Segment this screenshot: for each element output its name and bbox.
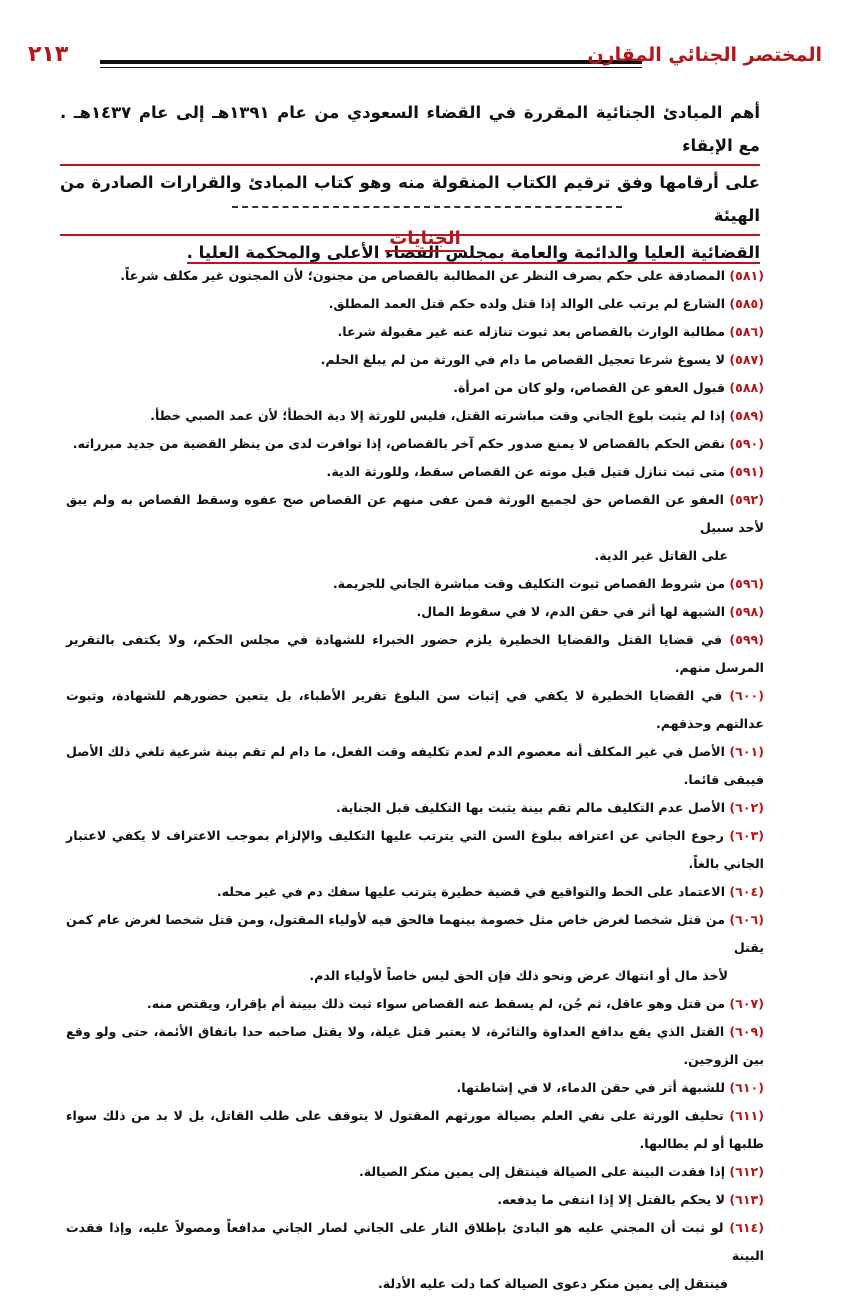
header-rule-thin	[100, 67, 642, 68]
principle-item	[66, 1018, 764, 1074]
principle-text: من شروط القصاص ثبوت التكليف وقت مباشرة الجاني للجريمة.	[332, 576, 726, 591]
principle-number: (٦٠٠)	[729, 688, 764, 703]
principle-number: (٦٠٦)	[729, 912, 764, 927]
principle-item	[66, 486, 764, 570]
principles-list	[66, 262, 764, 1298]
principle-text: الأصل في غير المكلف أنه معصوم الدم لعدم تكليفه وقت الفعل، ما دام لم تقم بينة شرعية تلغي ذلك الأصل فيبقى قائما.	[66, 744, 764, 787]
principle-number: (٦١٢)	[729, 1164, 764, 1179]
principle-text: متى ثبت تنازل قتيل قبل موته عن القصاص سقط، وللورثة الدية.	[326, 464, 726, 479]
principle-item	[66, 290, 764, 318]
principle-number: (٥٩٠)	[729, 436, 764, 451]
section-heading-text: الجنايات	[385, 228, 465, 252]
principle-number: (٦٠٩)	[729, 1024, 764, 1039]
principle-number: (٥٩٩)	[729, 632, 765, 647]
principle-text: القتل الذي يقع بدافع العداوة والثائرة، لا يعتبر قتل غيلة، ولا يقتل صاحبه حدا باتفاق الأئمة، حتى ولو وقع بين الزوجين.	[66, 1024, 764, 1067]
principle-item	[66, 794, 764, 822]
principle-number: (٥٨٧)	[729, 352, 764, 367]
principle-number: (٦١١)	[729, 1108, 764, 1123]
principle-text-continuation: على القاتل غير الدية.	[594, 548, 728, 563]
principle-text: العفو عن القصاص حق لجميع الورثة فمن عفى منهم عن القصاص صح عفوه وسقط القصاص به ولم يبق لأحد سبيل	[66, 492, 764, 535]
principle-text: إذا فقدت البينة على الصيالة فينتقل إلى يمين منكر الصيالة.	[358, 1164, 726, 1179]
principle-number: (٦٠٣)	[729, 828, 765, 843]
principle-item	[66, 682, 764, 738]
principle-item	[66, 430, 764, 458]
principle-text: تحليف الورثة على نفي العلم بصيالة مورثهم المقتول لا يتوقف على طلب القاتل، بل لا بد من ذلك سواء طلبها أو لم يطالبها.	[66, 1108, 764, 1151]
principle-item	[66, 1186, 764, 1214]
principle-item	[66, 906, 764, 990]
principle-item	[66, 626, 764, 682]
principle-text: في القضايا الخطيرة لا يكفي في إثبات سن البلوغ تقرير الأطباء، بل يتعين حضورهم للشهادة، وثبوت عدالتهم وحذقهم.	[66, 688, 764, 731]
principle-text-continuation: لأخذ مال أو انتهاك عرض ونحو ذلك فإن الحق ليس خاصاً لأولياء الدم.	[309, 968, 728, 983]
page-header	[28, 42, 822, 78]
intro-line: على أرقامها وفق ترقيم الكتاب المنقولة منه وهو كتاب المبادئ والقرارات الصادرة من الهيئة	[60, 166, 760, 236]
principle-item	[66, 346, 764, 374]
principle-text: إذا لم يثبت بلوغ الجاني وقت مباشرته القتل، فليس للورثة إلا دية الخطأ؛ لأن عمد الصبي خطأ.	[150, 408, 726, 423]
principle-text: رجوع الجاني عن اعترافه ببلوغ السن التي يترتب عليها التكليف والإلزام بموجب الاعتراف لا يكفي لاعتبار الجاني بالغاً.	[66, 828, 764, 871]
intro-line-text: القضائية العليا والدائمة والعامة بمجلس القضاء الأعلى والمحكمة العليا .	[186, 243, 760, 262]
principle-item	[66, 738, 764, 794]
principle-item	[66, 262, 764, 290]
principle-number: (٦١٠)	[729, 1080, 764, 1095]
principle-item	[66, 990, 764, 1018]
dashed-divider	[232, 206, 622, 208]
principle-item	[66, 374, 764, 402]
principle-item	[66, 402, 764, 430]
principle-text: المصادقة على حكم بصرف النظر عن المطالبة بالقصاص من مجنون؛ لأن المجنون غير مكلف شرعاً.	[120, 268, 726, 283]
principle-number: (٥٩١)	[729, 464, 764, 479]
principle-text: الشبهة لها أثر في حقن الدم، لا في سقوط المال.	[416, 604, 726, 619]
principle-text: الشارع لم يرتب على الوالد إذا قتل ولده حكم قتل العمد المطلق.	[328, 296, 726, 311]
principle-number: (٥٨٥)	[729, 296, 764, 311]
principle-number: (٦٠٤)	[729, 884, 764, 899]
principle-number: (٥٨٩)	[729, 408, 764, 423]
principle-number: (٥٩٨)	[729, 604, 764, 619]
principle-number: (٥٨٦)	[729, 324, 764, 339]
principle-text: للشبهة أثر في حقن الدماء، لا في إشاطتها.	[456, 1080, 726, 1095]
principle-text: مطالبة الوارث بالقصاص بعد ثبوت تنازله عنه غير مقبولة شرعا.	[337, 324, 726, 339]
principle-number: (٦٠١)	[729, 744, 764, 759]
page-number: ٢١٣	[28, 42, 69, 67]
principle-text: الاعتماد على الخط والتواقيع في قضية خطيرة يترتب عليها سفك دم في غير محله.	[216, 884, 726, 899]
principle-number: (٥٩٢)	[729, 492, 764, 507]
section-heading	[0, 228, 850, 249]
principle-item	[66, 598, 764, 626]
principle-number: (٦١٣)	[729, 1192, 764, 1207]
principle-item	[66, 1074, 764, 1102]
principle-number: (٥٨١)	[729, 268, 764, 283]
principle-item	[66, 458, 764, 486]
principle-text: من قتل وهو عاقل، ثم جُن، لم يسقط عنه القصاص سواء ثبت ذلك ببينة أم بإقرار، ويقتص منه.	[146, 996, 726, 1011]
principle-text: لا يسوغ شرعا تعجيل القصاص ما دام في الورثة من لم يبلغ الحلم.	[320, 352, 726, 367]
principle-item	[66, 1214, 764, 1298]
principle-number: (٦٠٧)	[729, 996, 764, 1011]
principle-item	[66, 1158, 764, 1186]
principle-item	[66, 318, 764, 346]
principle-text: قبول العفو عن القصاص، ولو كان من امرأة.	[453, 380, 726, 395]
principle-item	[66, 1102, 764, 1158]
principle-number: (٥٨٨)	[729, 380, 764, 395]
principle-item	[66, 822, 764, 878]
principle-text: في قضايا القتل والقضايا الخطيرة يلزم حضور الخبراء للشهادة في مجلس الحكم، ولا يكتفى بالتقرير المرسل منهم.	[66, 632, 764, 675]
intro-line: أهم المبادئ الجنائية المقررة في القضاء السعودي من عام ١٣٩١هـ إلى عام ١٤٣٧هـ . مع الإبقاء	[60, 96, 760, 166]
principle-number: (٥٩٦)	[729, 576, 764, 591]
principle-number: (٦٠٢)	[729, 800, 764, 815]
principle-text: لا يحكم بالقتل إلا إذا انتفى ما يدفعه.	[497, 1192, 726, 1207]
header-rule	[100, 60, 642, 64]
principle-text-continuation: فينتقل إلى يمين منكر دعوى الصيالة كما دلت عليه الأدلة.	[377, 1276, 728, 1291]
principle-item	[66, 878, 764, 906]
book-title: المختصر الجنائي المقارن	[587, 44, 822, 66]
principle-text: الأصل عدم التكليف مالم تقم بينة يثبت بها التكليف قبل الجناية.	[336, 800, 726, 815]
principle-text: من قتل شخصا لغرض خاص مثل خصومة بينهما فالحق فيه لأولياء المقتول، ومن قتل شخصا لغرض عام كمن يقتل	[66, 912, 764, 955]
principle-text: لو ثبت أن المجني عليه هو البادئ بإطلاق النار على الجاني لصار الجاني مدافعاً ومصولاً عليه، وإذا فقدت البينة	[66, 1220, 764, 1263]
principle-item	[66, 570, 764, 598]
principle-text: نقض الحكم بالقصاص لا يمنع صدور حكم آخر بالقصاص، إذا توافرت لدى من ينظر القضية من جديد مبرراته.	[72, 436, 726, 451]
principle-number: (٦١٤)	[729, 1220, 765, 1235]
